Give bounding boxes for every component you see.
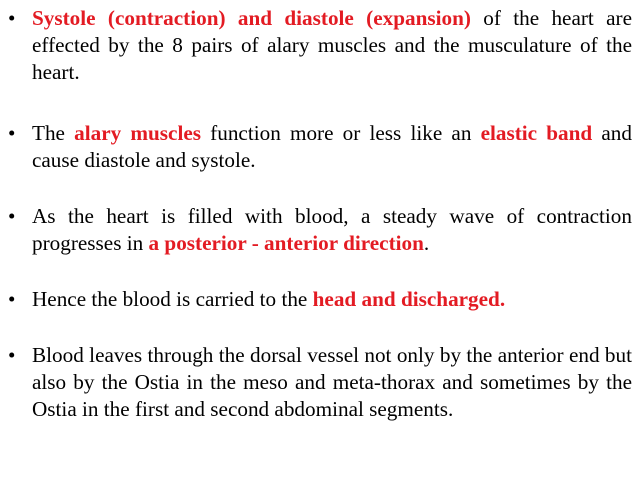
bullet-item-1 — [8, 5, 632, 86]
bullet-dot: • — [8, 204, 16, 228]
bullet-dot: • — [8, 343, 16, 367]
bullet-text-4: Hence the blood is carried to the head and discharged. — [32, 287, 506, 311]
bullet-item-5 — [8, 342, 632, 423]
bullet-text-3: As the heart is filled with blood, a steady wave of contraction progresses in a posterior - anterior direction. — [32, 204, 632, 255]
bullet-item-3 — [8, 203, 632, 257]
bullet-text-2: The alary muscles function more or less like an elastic band and cause diastole and systole. — [32, 121, 632, 172]
bullet-text-1: Systole (contraction) and diastole (expansion) of the heart are effected by the 8 pairs of alary muscles and the musculature of the heart. — [32, 6, 632, 84]
highlight-direction: a posterior - anterior direction — [148, 231, 424, 255]
bullet-dot: • — [8, 6, 16, 30]
highlight-alary-muscles: alary muscles — [74, 121, 201, 145]
bullet-dot: • — [8, 121, 16, 145]
bullet-text-5: Blood leaves through the dorsal vessel not only by the anterior end but also by the Ostia in the meso and meta-thorax and sometimes by the Ostia in the first and second abdominal segments. — [32, 343, 632, 421]
highlight-systole-diastole: Systole (contraction) and diastole (expansion) — [32, 6, 471, 30]
highlight-head-discharged: head and discharged. — [312, 287, 506, 311]
bullet-item-4 — [8, 286, 632, 313]
bullet-item-2 — [8, 120, 632, 174]
bullet-dot: • — [8, 287, 16, 311]
highlight-elastic-band: elastic band — [480, 121, 593, 145]
